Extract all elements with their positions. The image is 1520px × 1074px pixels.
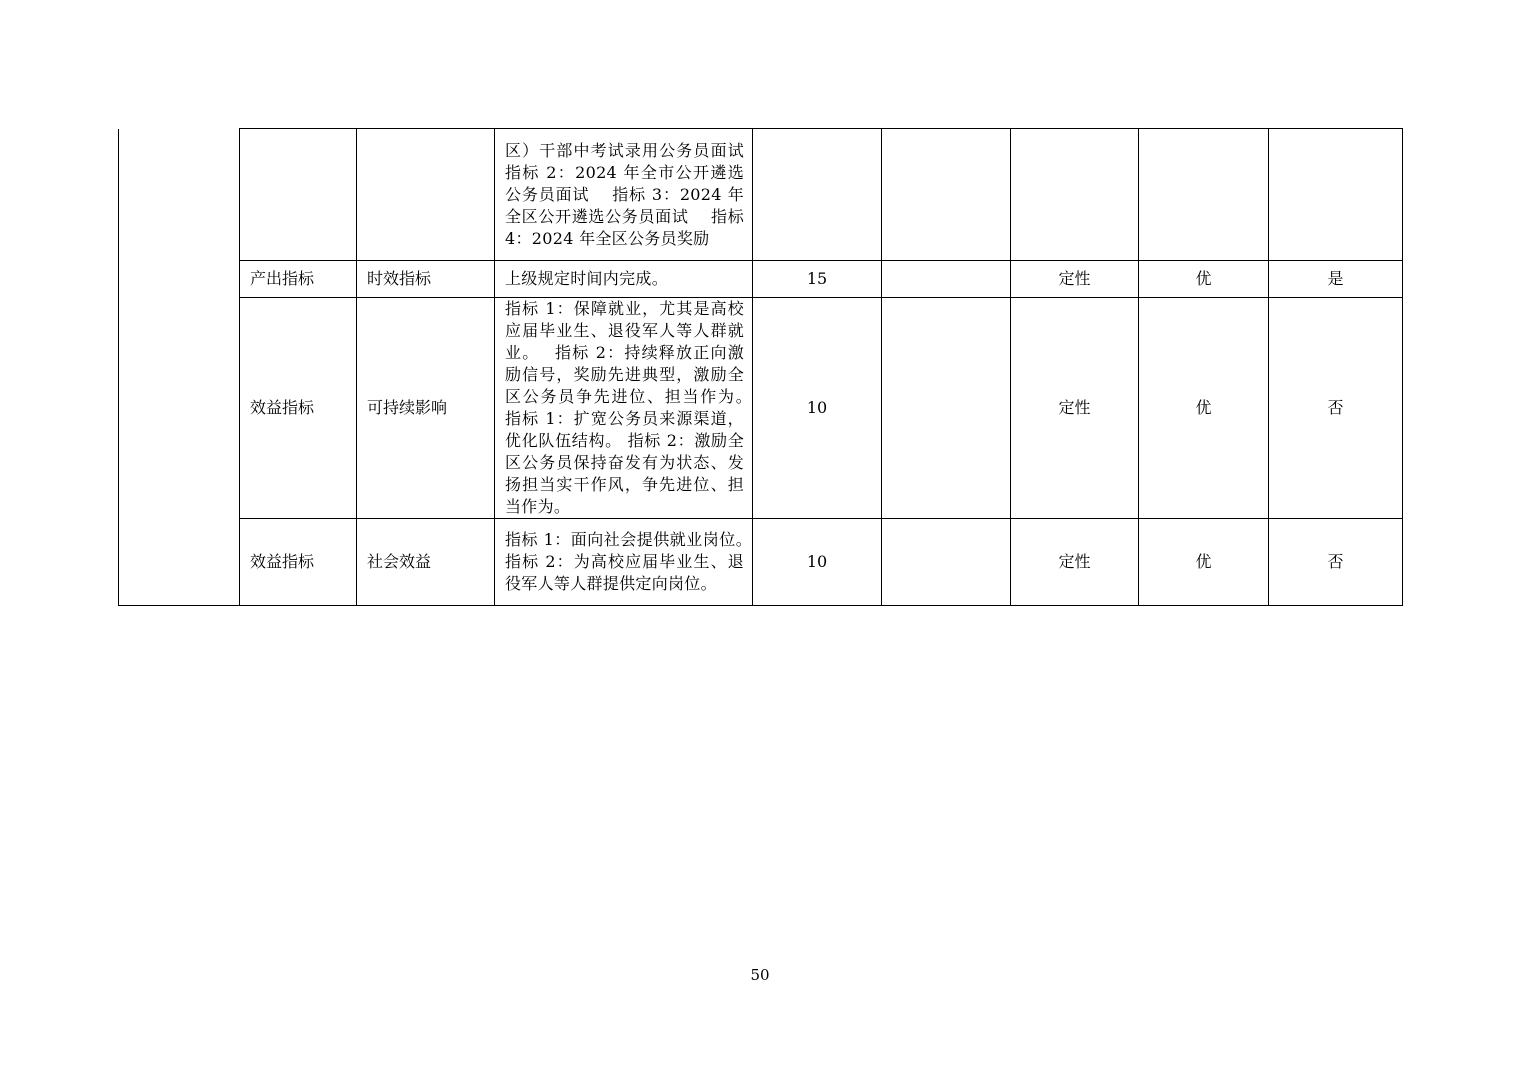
score-cell	[753, 129, 882, 261]
flag-cell: 是	[1269, 261, 1403, 298]
empty-cell	[882, 129, 1011, 261]
score-cell: 15	[753, 261, 882, 298]
empty-cell	[882, 519, 1011, 606]
score-cell: 10	[753, 519, 882, 606]
second-level-indicator-cell	[357, 129, 495, 261]
rating-cell: 优	[1139, 298, 1269, 519]
flag-cell: 否	[1269, 298, 1403, 519]
score-cell: 10	[753, 298, 882, 519]
rating-cell	[1139, 129, 1269, 261]
indicator-description-cell: 区）干部中考试录用公务员面试 指标 2：2024 年全市公开遴选公务员面试 指标 3：2024 年全区公开遴选公务员面试 指标 4：2024 年全区公务员奖励	[495, 129, 753, 261]
page-number: 50	[750, 966, 770, 984]
first-level-indicator-cell: 产出指标	[240, 261, 357, 298]
nature-cell: 定性	[1011, 519, 1139, 606]
flag-cell: 否	[1269, 519, 1403, 606]
empty-cell	[882, 298, 1011, 519]
first-level-indicator-cell: 效益指标	[240, 519, 357, 606]
first-level-indicator-cell	[240, 129, 357, 261]
table-row	[119, 261, 1403, 298]
indicator-description-cell: 指标 1：面向社会提供就业岗位。 指标 2：为高校应届毕业生、退役军人等人群提供定向岗位。	[495, 519, 753, 606]
performance-indicator-table	[118, 128, 1403, 606]
nature-cell: 定性	[1011, 298, 1139, 519]
second-level-indicator-cell: 社会效益	[357, 519, 495, 606]
rating-cell: 优	[1139, 261, 1269, 298]
nature-cell: 定性	[1011, 261, 1139, 298]
empty-cell	[882, 261, 1011, 298]
table-row	[119, 519, 1403, 606]
second-level-indicator-cell: 可持续影响	[357, 298, 495, 519]
rating-cell: 优	[1139, 519, 1269, 606]
indicator-description-cell: 指标 1：保障就业，尤其是高校应届毕业生、退役军人等人群就业。 指标 2：持续释放正向激励信号，奖励先进典型，激励全区公务员争先进位、担当作为。 指标 1：扩宽公务员来源渠道，优化队伍结构。 指标 2：激励全区公务员保持奋发有为状态、发扬担当实干作风，争先进位、担当作为。	[495, 298, 753, 519]
nature-cell	[1011, 129, 1139, 261]
merged-blank-cell	[119, 129, 240, 606]
flag-cell	[1269, 129, 1403, 261]
indicator-description-cell: 上级规定时间内完成。	[495, 261, 753, 298]
second-level-indicator-cell: 时效指标	[357, 261, 495, 298]
first-level-indicator-cell: 效益指标	[240, 298, 357, 519]
table-row	[119, 129, 1403, 261]
table-row	[119, 298, 1403, 519]
